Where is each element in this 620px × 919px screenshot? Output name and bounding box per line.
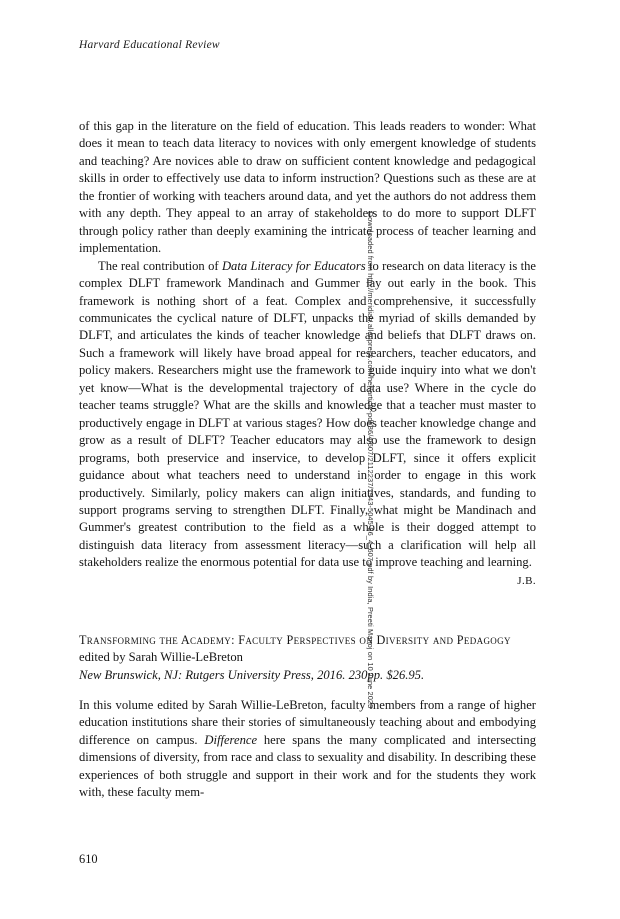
review-two-body-paragraph	[79, 697, 536, 802]
reviewer-initials: J.B.	[517, 574, 536, 587]
page-content	[79, 118, 536, 802]
book-title-data-literacy-for-educators: Data Literacy for Educators	[221, 258, 366, 273]
page-number: 610	[79, 852, 98, 866]
review-two-body-lead-text: In this volume edited by Sarah Willie-LeBreton, faculty members from a range of higher education institutions share their stories of simultaneously teaching about and embodying difference on campus.	[79, 698, 536, 747]
review-two-body-rest-text: here spans the many complicated and intersecting dimensions of diversity, from race and class to sexuality and disability. In describing these experiences of both struggle and support in their work and for the students they work with, these faculty mem-	[79, 732, 536, 800]
review-two-block	[79, 632, 536, 802]
emphasized-term-difference: Difference	[204, 732, 258, 747]
review-one-paragraph-two	[79, 258, 536, 572]
review-two-publication-info: New Brunswick, NJ: Rutgers University Press, 2016. 230pp. $26.95.	[79, 667, 425, 682]
paragraph-two-lead-text: The real contribution of	[98, 258, 222, 273]
paragraph-two-rest-text: to research on data literacy is the complex DLFT framework Mandinach and Gummer lay out early in the book. This framework is nothing short of a feat. Complex and comprehensive, it successfully communicates the cyclical nature of DLFT, unpacks the myriad of skills demanded by DLFT, and articulates the kinds of teacher knowledge and beliefs that DLFT draws on. Such a framework will likely have broad appeal for researchers, teacher educators, and policy makers. Researchers might use the framework to guide inquiry into what we don't yet know—What is the developmental trajectory of data use? Where in the cycle do teacher teams struggle? What are the skills and knowledge that a teacher must master to productively engage in DLFT at various stages? How does teacher knowledge change and grow as a result of DLFT? Teacher educators may also use the framework to design programs, both preservice and inservice, to develop DLFT, since it offers explicit guidance about what teachers need to understand in order to engage in this work productively. Similarly, policy makers can align initiatives, standards, and funding to support programs serving to strengthen DLFT. Finally, what might be Mandinach and Gummer's greatest contribution to the field as a whole is their dogged attempt to distinguish data literacy from assessment literacy—such a clarification will help all stakeholders realize the enormous potential for data use to improve teaching and learning.	[79, 258, 536, 570]
review-two-editor: edited by Sarah Willie-LeBreton	[79, 650, 243, 665]
review-two-title: Transforming the Academy: Faculty Perspectives on Diversity and Pedagogy	[79, 632, 511, 647]
running-head: Harvard Educational Review	[79, 39, 220, 51]
review-one-paragraph-continuation: of this gap in the literature on the field of education. This leads readers to wonder: What does it mean to teach data literacy to novices with only emergent knowledge of students and teaching? Are novices able to draw on sufficient content knowledge and pedagogical skills in order to effectively use data to inform instruction? Questions such as these are at the frontier of working with teachers around data, and yet the authors do not address them with any depth. They appeal to an array of stakeholders to do more to support DLFT through policy rather than deeply examining the intricate process of teacher learning and implementation.	[79, 119, 536, 256]
download-provenance-watermark: Downloaded from http://meridian.allenpress.com/her/article-pdf/86/4/607/2112237/1943-5045-86_4_607.pdf by India, Preeti Manoj on 10 June 2023	[366, 211, 376, 708]
